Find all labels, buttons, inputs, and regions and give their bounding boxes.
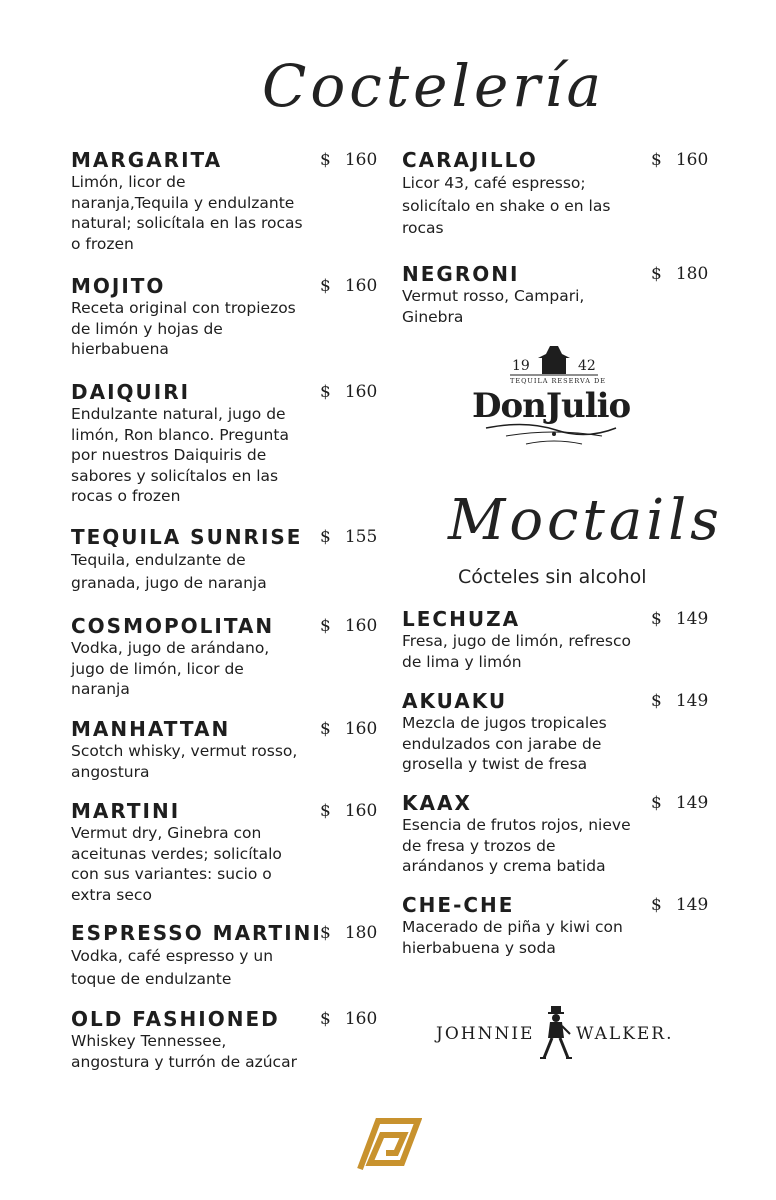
menu-item-manhattan	[71, 717, 378, 782]
currency-symbol: $	[320, 719, 331, 739]
item-name: MARGARITA	[71, 148, 223, 172]
don-julio-year-left: 19	[512, 358, 530, 374]
restaurant-brand-icon	[356, 1115, 422, 1175]
item-price: $ 160	[320, 276, 378, 296]
currency-symbol: $	[651, 691, 662, 711]
johnnie-walker-left-word: JOHNNIE	[436, 1024, 535, 1044]
currency-symbol: $	[320, 382, 331, 402]
item-description: Mezcla de jugos tropicales endulzados con jarabe de grosella y twist de fresa	[402, 714, 607, 773]
moctails-title: Moctails	[448, 488, 723, 553]
item-description: Macerado de piña y kiwi con hierbabuena y soda	[402, 918, 623, 957]
item-price: $ 160	[320, 616, 378, 636]
item-name: OLD FASHIONED	[71, 1007, 280, 1031]
menu-item-lechuza	[402, 607, 709, 672]
item-name: COSMOPOLITAN	[71, 614, 275, 638]
item-description: Fresa, jugo de limón, refresco de lima y limón	[402, 632, 632, 671]
don-julio-logo	[466, 344, 642, 460]
don-julio-year-right: 42	[578, 358, 596, 374]
menu-item-kaax	[402, 791, 709, 877]
item-name: TEQUILA SUNRISE	[71, 525, 303, 549]
item-description: Vodka, café espresso y un toque de endulzante	[71, 947, 274, 988]
item-name: DAIQUIRI	[71, 380, 191, 404]
item-price: $ 160	[320, 150, 378, 170]
menu-item-espresso-martini	[71, 921, 378, 990]
menu-item-martini	[71, 799, 378, 905]
currency-symbol: $	[320, 150, 331, 170]
item-name: MARTINI	[71, 799, 181, 823]
currency-symbol: $	[651, 150, 662, 170]
item-description: Vermut rosso, Campari, Ginebra	[402, 287, 585, 326]
item-price: $ 149	[651, 895, 709, 915]
currency-symbol: $	[320, 616, 331, 636]
menu-item-akuaku	[402, 689, 709, 775]
don-julio-tagline: TEQUILA RESERVA DE	[510, 377, 606, 385]
item-name: MOJITO	[71, 274, 166, 298]
item-description: Whiskey Tennessee, angostura y turrón de azúcar	[71, 1032, 297, 1071]
menu-item-margarita	[71, 148, 378, 254]
don-julio-wordmark: DonJulio	[472, 386, 631, 426]
item-price: $ 155	[320, 527, 378, 547]
item-name: ESPRESSO MARTINI	[71, 921, 322, 945]
item-name: CARAJILLO	[402, 148, 538, 172]
item-description: Esencia de frutos rojos, nieve de fresa y trozos de arándanos y crema batida	[402, 816, 631, 875]
item-price: $ 160	[651, 150, 709, 170]
currency-symbol: $	[651, 609, 662, 629]
item-price: $ 149	[651, 793, 709, 813]
item-description: Limón, licor de naranja,Tequila y endulzante natural; solicítala en las rocas o frozen	[71, 173, 303, 253]
menu-item-old-fashioned	[71, 1007, 378, 1072]
item-description: Vodka, jugo de arándano, jugo de limón, licor de naranja	[71, 639, 270, 698]
currency-symbol: $	[320, 276, 331, 296]
item-price: $ 180	[320, 923, 378, 943]
item-description: Scotch whisky, vermut rosso, angostura	[71, 742, 298, 781]
item-description: Tequila, endulzante de granada, jugo de naranja	[71, 551, 267, 592]
item-name: NEGRONI	[402, 262, 520, 286]
item-description: Receta original con tropiezos de limón y hojas de hierbabuena	[71, 299, 296, 358]
item-description: Endulzante natural, jugo de limón, Ron blanco. Pregunta por nuestros Daiquiris de sabores y solicítalos en las rocas o frozen	[71, 405, 289, 505]
item-description: Vermut dry, Ginebra con aceitunas verdes; solicítalo con sus variantes: sucio o extra seco	[71, 824, 282, 904]
moctails-subtitle: Cócteles sin alcohol	[458, 566, 647, 588]
item-price: $ 160	[320, 801, 378, 821]
currency-symbol: $	[320, 1009, 331, 1029]
cocteleria-title: Coctelería	[262, 52, 606, 120]
currency-symbol: $	[320, 527, 331, 547]
item-price: $ 160	[320, 719, 378, 739]
striding-man-icon	[538, 1004, 572, 1062]
currency-symbol: $	[651, 895, 662, 915]
item-name: CHE-CHE	[402, 893, 515, 917]
menu-item-che-che	[402, 893, 709, 958]
item-price: $ 160	[320, 382, 378, 402]
item-price: $ 160	[320, 1009, 378, 1029]
johnnie-walker-right-word: WALKER.	[576, 1024, 674, 1044]
item-name: MANHATTAN	[71, 717, 231, 741]
item-description: Licor 43, café espresso; solicítalo en shake o en las rocas	[402, 174, 611, 237]
menu-item-mojito	[71, 274, 378, 360]
johnnie-walker-logo	[434, 1004, 678, 1062]
item-price: $ 149	[651, 691, 709, 711]
menu-item-cosmopolitan	[71, 614, 378, 700]
currency-symbol: $	[651, 264, 662, 284]
currency-symbol: $	[320, 801, 331, 821]
menu-item-daiquiri	[71, 380, 378, 507]
menu-item-negroni	[402, 262, 709, 327]
currency-symbol: $	[320, 923, 331, 943]
item-name: AKUAKU	[402, 689, 508, 713]
currency-symbol: $	[651, 793, 662, 813]
menu-item-tequila-sunrise	[71, 525, 378, 594]
menu-item-carajillo	[402, 148, 709, 240]
item-name: KAAX	[402, 791, 472, 815]
item-price: $ 180	[651, 264, 709, 284]
item-name: LECHUZA	[402, 607, 521, 631]
item-price: $ 149	[651, 609, 709, 629]
